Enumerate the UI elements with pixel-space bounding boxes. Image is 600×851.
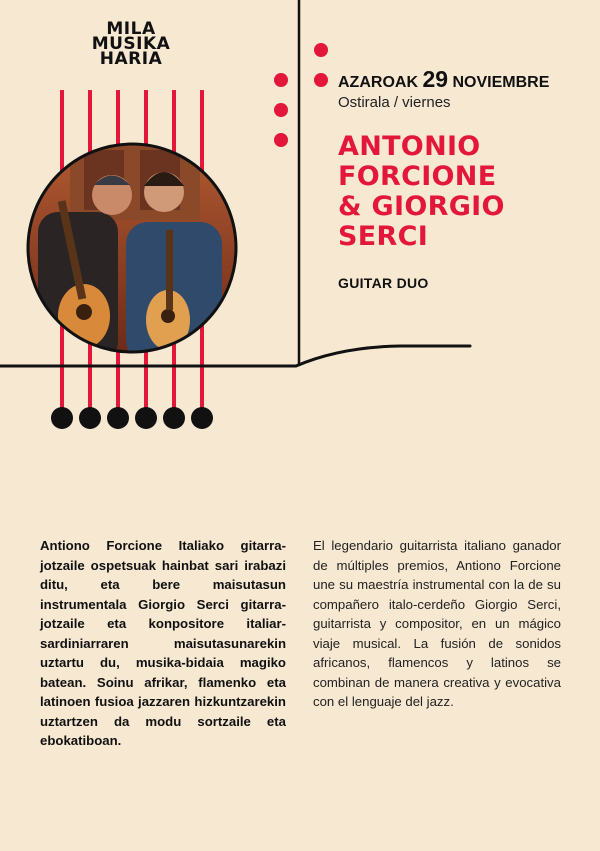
event-title [338, 132, 588, 252]
accent-dots [274, 43, 328, 147]
event-subtitle: GUITAR DUO [338, 275, 429, 291]
title-line-1: ANTONIO [338, 131, 481, 162]
month-eu: AZAROAK [338, 74, 418, 91]
brand-line-1: MILA [106, 19, 156, 39]
description-spanish: El legendario guitarrista italiano ganador de múltiples premios, Antiono Forcione une su maestría instrumental con la de su compañero italo-cerdeño Giorgio Serci, guitarrista y compositor, en un mágico viaje musical. La fusión de sonidos africanos, flamencos y latinos se combinan de manera creativa y evocativa con el lenguaje del jazz. [313, 538, 561, 709]
event-date [338, 66, 549, 93]
title-line-2: FORCIONE [338, 161, 497, 192]
artists-photo [20, 140, 250, 362]
event-day: 29 [422, 66, 449, 92]
brand-line-2: MUSIKA [91, 34, 171, 54]
title-line-3: & GIORGIO [338, 191, 505, 222]
brand-logo [66, 19, 196, 69]
description-basque: Antiono Forcione Italiako gitarra-jotzaile ospetsuak hainbat sari irabazi ditu, eta bere maisutasun instrumentala Giorgio Serci gitarra-jotzaile eta konpositore italiar-sardiniarraren maisutasunarekin uztartu du, musika-bidaia magiko batean. Soinu afrikar, flamenko eta latinoen fusioa jazzaren hizkuntzarekin uztartzen da modu sortzaile eta ebokatiboan. [40, 538, 286, 748]
title-line-4: SERCI [338, 221, 429, 252]
string-end-dots [51, 407, 213, 429]
event-weekday: Ostirala / viernes [338, 94, 451, 111]
brand-line-3: HARIA [99, 49, 163, 69]
month-es: NOVIEMBRE [452, 74, 550, 91]
